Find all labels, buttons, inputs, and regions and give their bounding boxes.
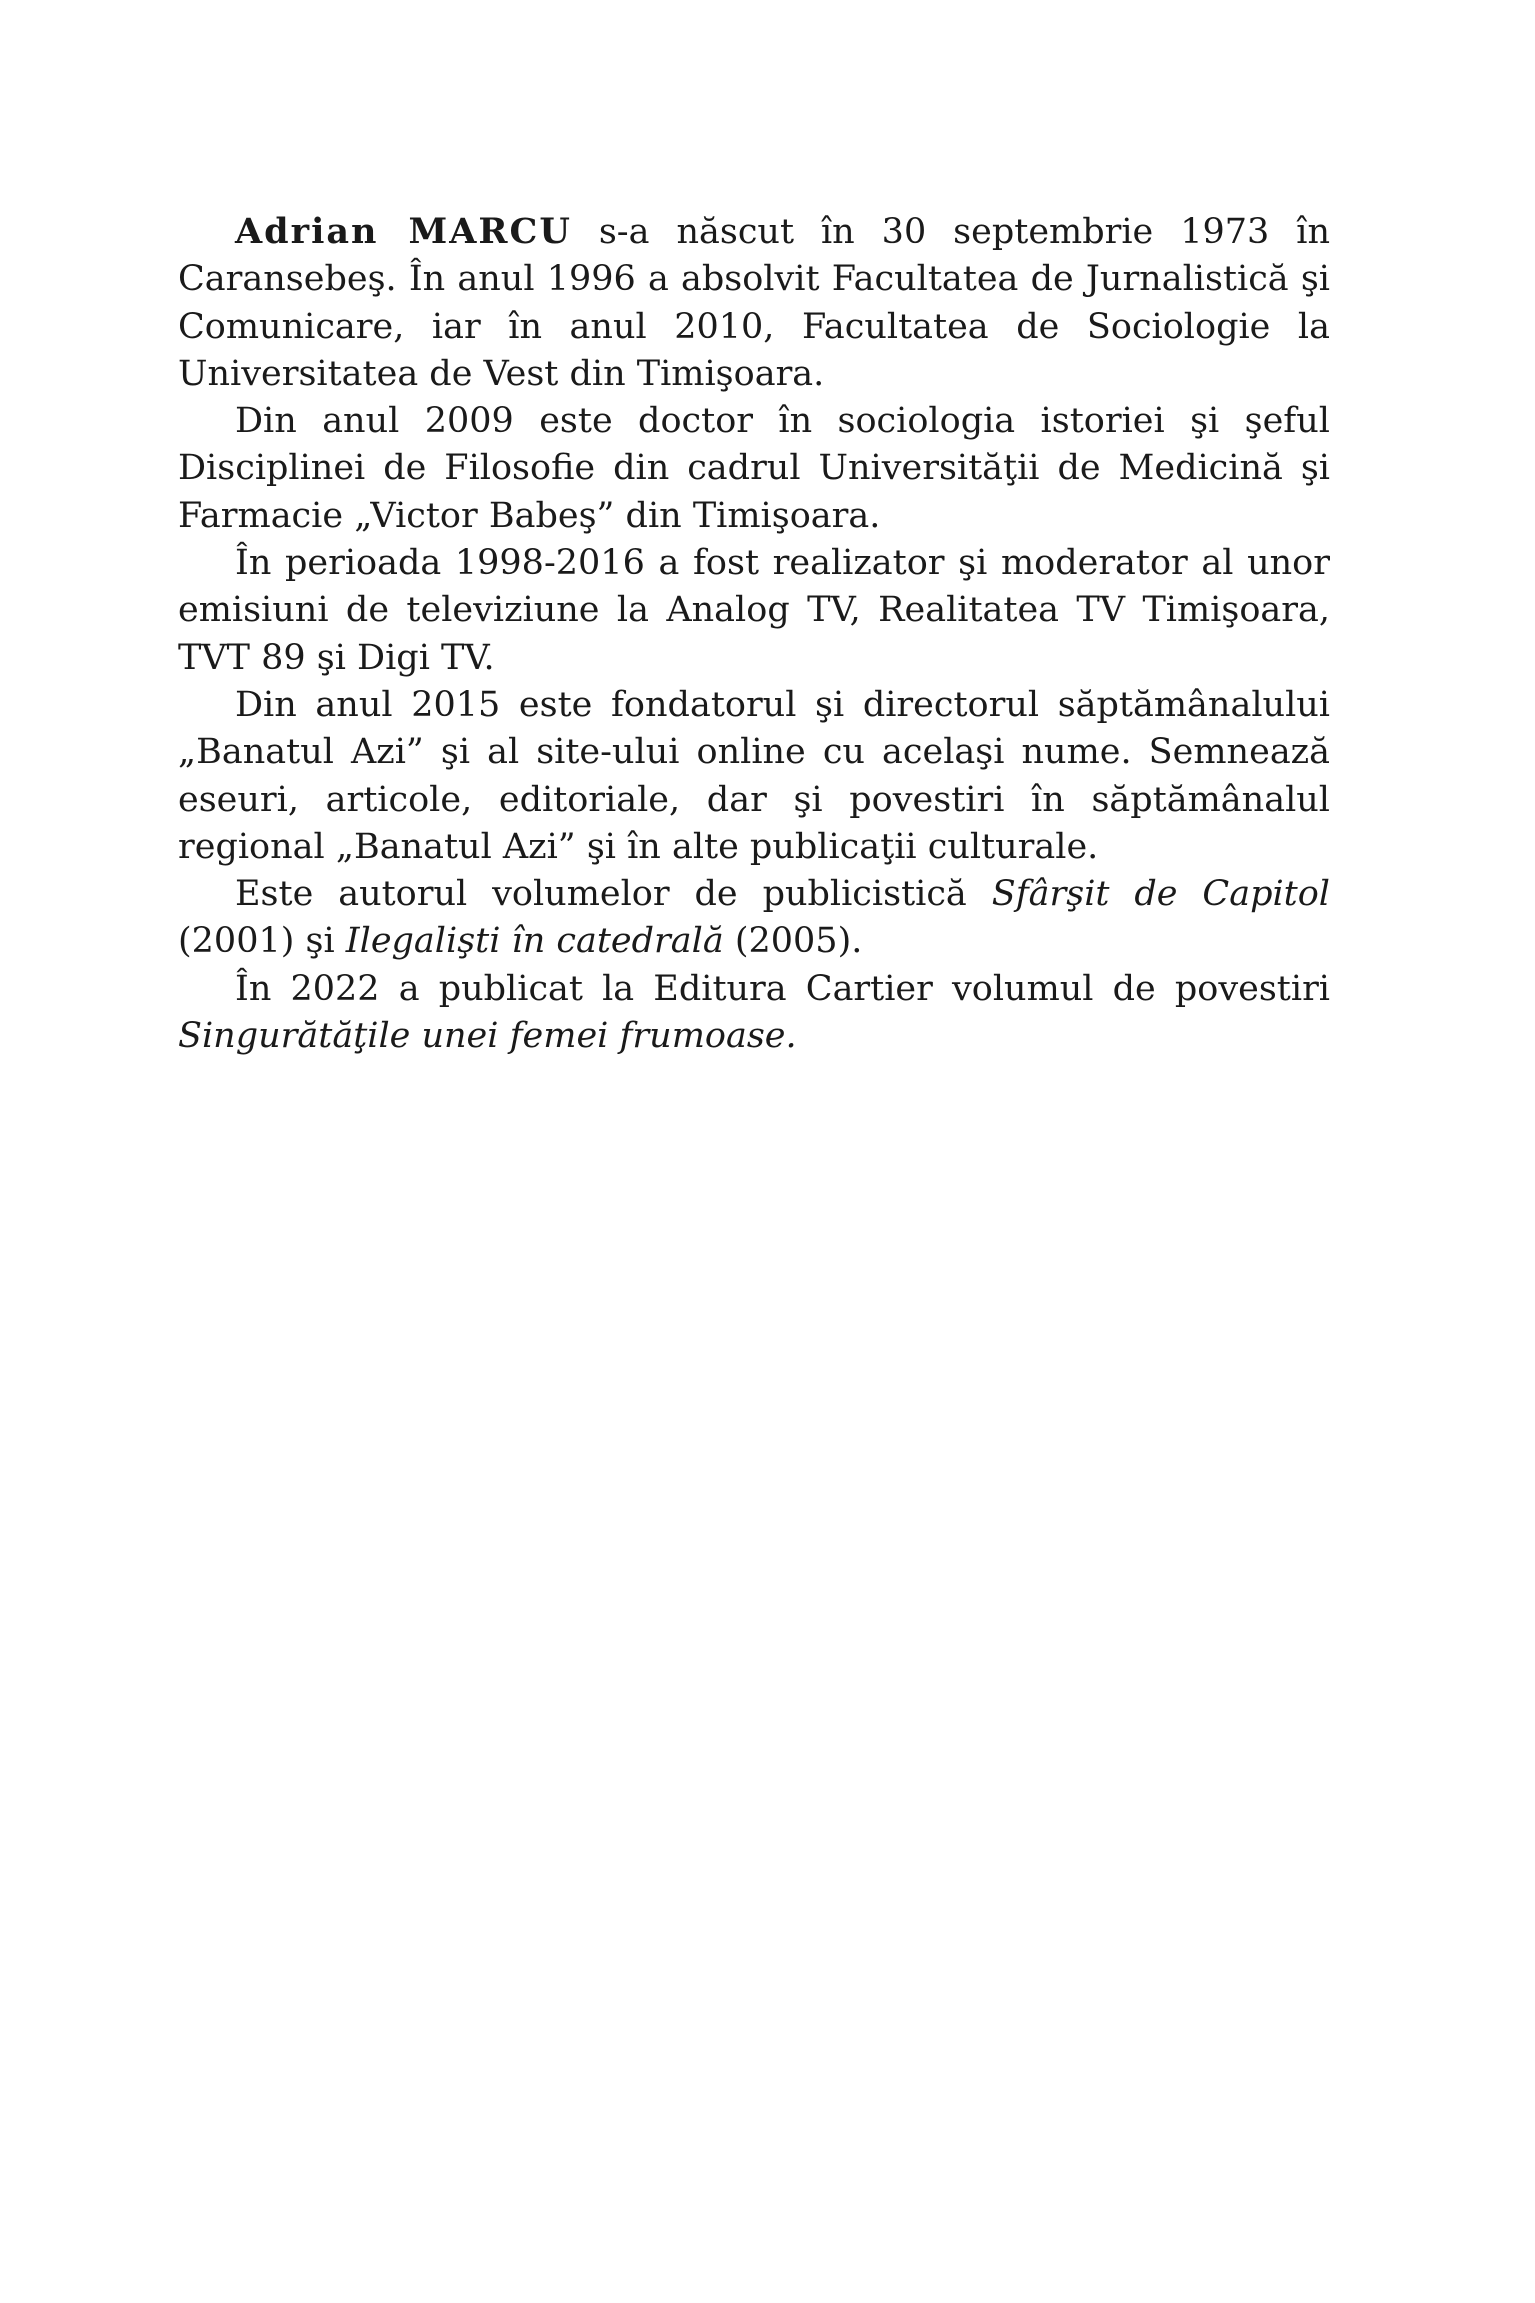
paragraph-text: În 2022 a publicat la Editura Cartier volumul de povestiri bbox=[235, 968, 1330, 1009]
bio-paragraph-doctorate: Din anul 2009 este doctor în sociologia istoriei şi şeful Disciplinei de Filosofie din cadrul Universităţii de Medicină şi Farmacie „Victor Babeş” din Timişoara. bbox=[178, 401, 1330, 536]
paragraph-text: (2001) şi bbox=[178, 921, 346, 962]
bio-paragraph-television: În perioada 1998-2016 a fost realizator şi moderator al unor emisiuni de televiziune la Analog TV, Realitatea TV Timişoara, TVT 89 şi Digi TV. bbox=[178, 543, 1330, 678]
paragraph-text: s-a născut în 30 septembrie 1973 în Caransebeş. În anul 1996 a absolvit Facultatea de Jurnalistică şi Comunicare, iar în anul 2010, Facultatea de Sociologie la Universitatea de Vest din Timişoara. bbox=[178, 212, 1330, 394]
bio-paragraph-birth-education bbox=[178, 208, 1330, 398]
bio-paragraph-latest-book bbox=[178, 966, 1330, 1061]
paragraph-text: (2005). bbox=[723, 921, 863, 962]
book-title: Ilegalişti în catedrală bbox=[345, 921, 724, 962]
bio-paragraph-publications bbox=[178, 871, 1330, 966]
book-title: Sfârşit de Capitol bbox=[991, 874, 1330, 915]
bio-paragraph-newspaper: Din anul 2015 este fondatorul şi directorul săptămânalului „Banatul Azi” şi al site-ului online cu acelaşi nume. Semnează eseuri, articole, editoriale, dar şi povestiri în săptămânalul regional „Banatul Azi” şi în alte publicaţii culturale. bbox=[178, 684, 1330, 867]
paragraph-text: Este autorul volumelor de publicistică bbox=[235, 874, 992, 915]
author-biography bbox=[178, 208, 1330, 1060]
book-title: Singurătăţile unei femei frumoase. bbox=[178, 1016, 797, 1057]
author-name: Adrian MARCU bbox=[235, 211, 572, 252]
